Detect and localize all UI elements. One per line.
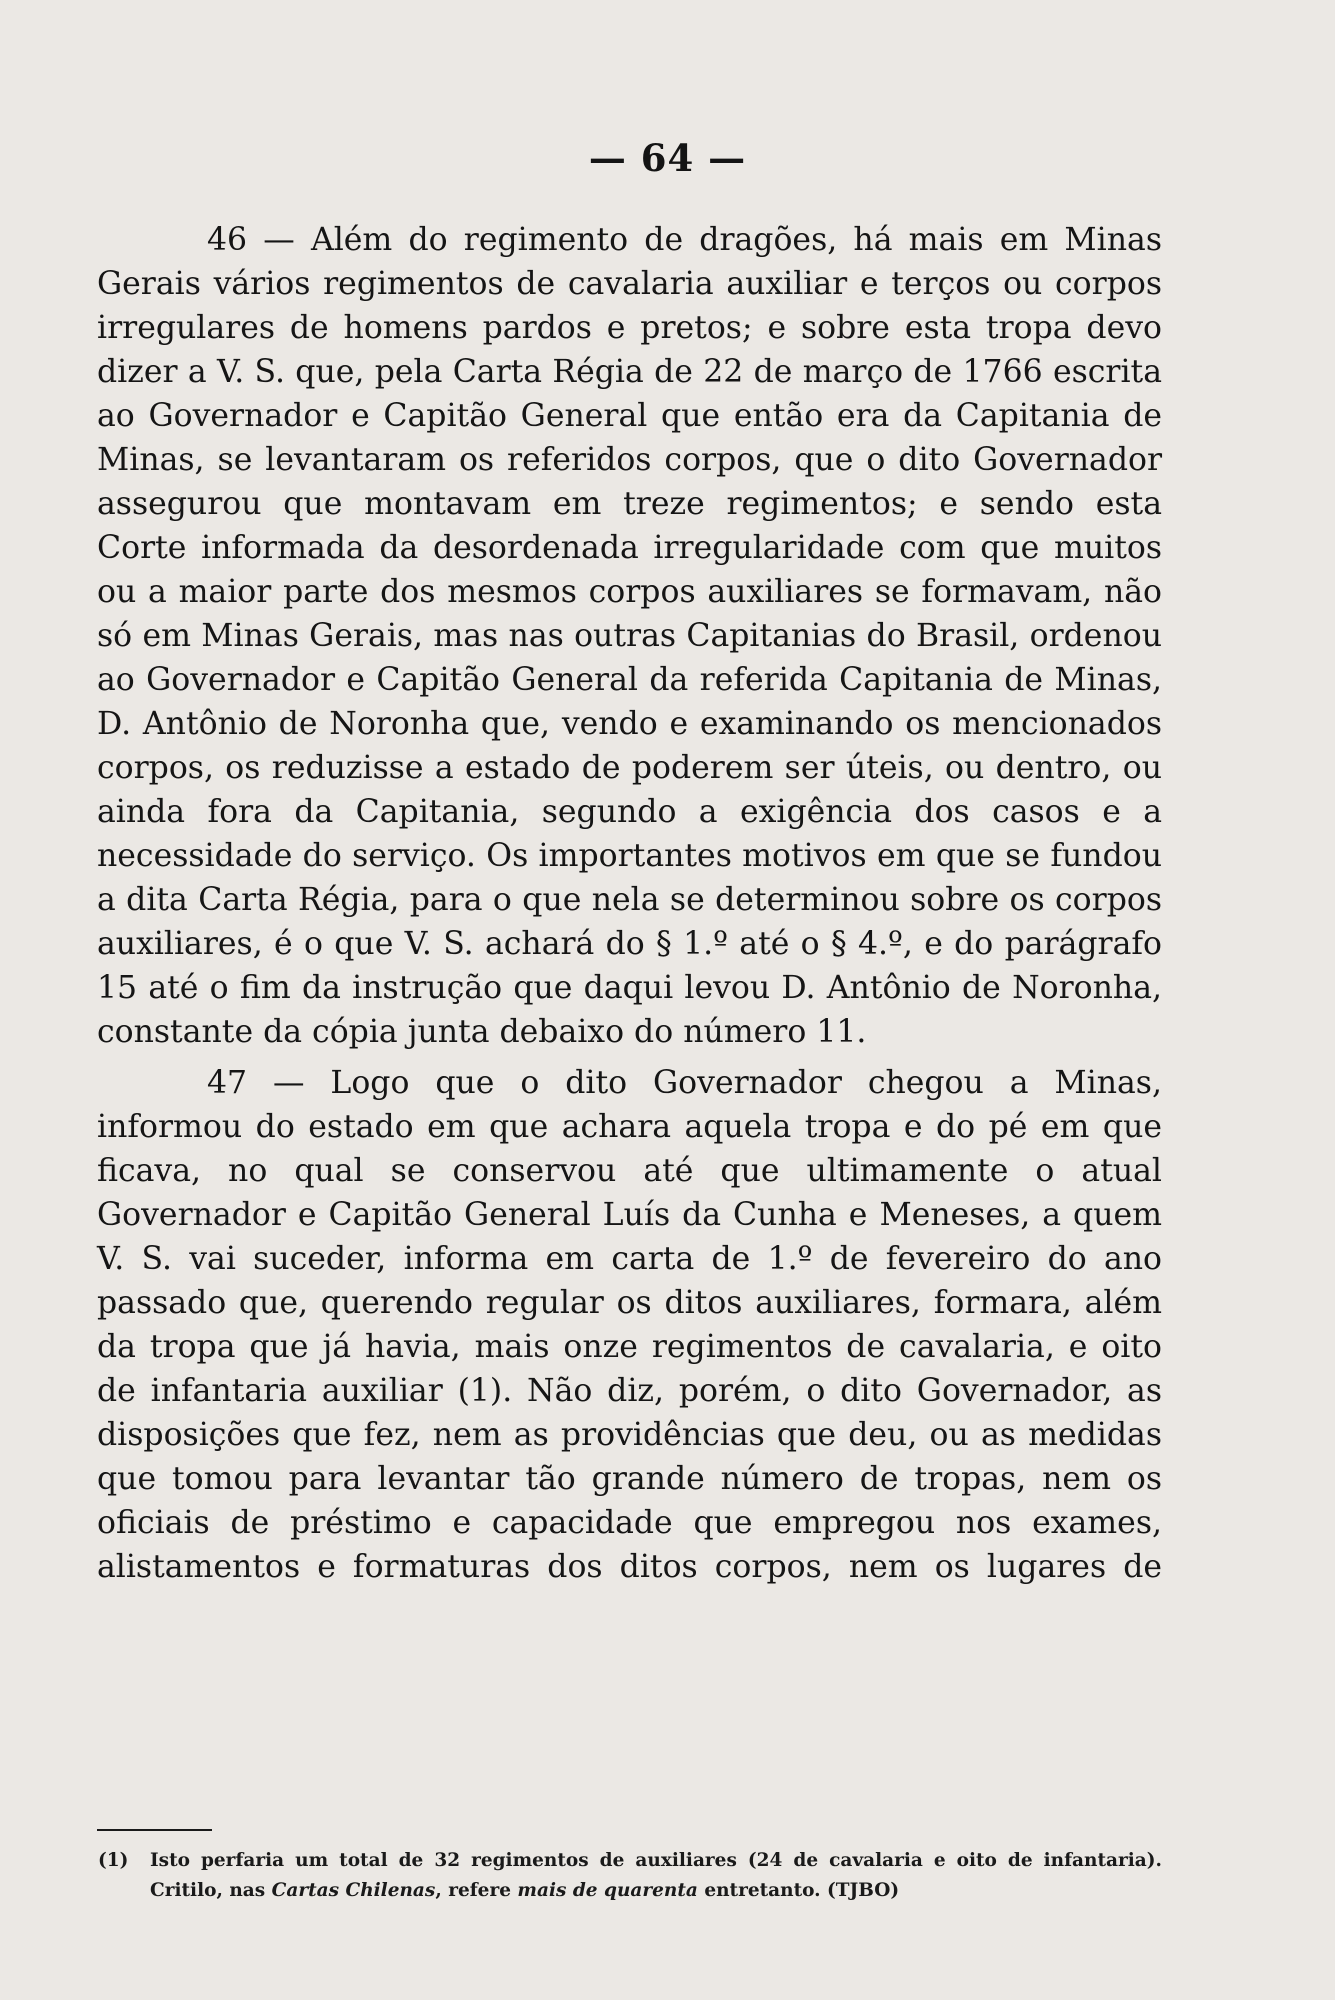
paragraph-46: 46 — Além do regimento de dragões, há mais em Minas Gerais vários regimentos de cavalaria auxiliar e terços ou corpos irregulares de homens pardos e pretos; e sobre esta tropa devo dizer a V. S. que, pela Carta Régia de 22 de março de 1766 escrita ao Governador e Capitão General que então era da Capitania de Minas, se levantaram os referidos corpos, que o dito Governador assegurou que montavam em treze regimentos; e sendo esta Corte informada da desordenada irregularidade com que muitos ou a maior parte dos mesmos corpos auxiliares se formavam, não só em Minas Gerais, mas nas outras Capitanias do Brasil, ordenou ao Governador e Capitão General da referida Capitania de Minas, D. Antônio de Noronha que, vendo e examinando os mencionados corpos, os reduzisse a estado de poderem ser úteis, ou dentro, ou ainda fora da Capitania, segundo a exigência dos casos e a necessidade do serviço. Os importantes motivos em que se fundou a dita Carta Régia, para o que nela se determinou sobre os corpos auxiliares, é o que V. S. achará do § 1.º até o § 4.º, e do parágrafo 15 até o fim da instrução que daqui levou D. Antônio de Noronha, constante da cópia junta debaixo do número 11. [97,222,1162,1050]
footnote-text-after: entretanto. (TJBO) [697,1880,900,1901]
footnote [98,1846,1162,1906]
footnote-text-before: Isto perfaria um total de 32 regimentos de auxiliares (24 de cavalaria e oito de infantaria). Critilo, nas [150,1850,1162,1901]
page-number: — 64 — [588,136,747,180]
body-text [97,218,1162,1589]
footnote-divider [97,1829,212,1831]
footnote-text-middle: , refere [435,1880,518,1901]
footnote-title: Cartas Chilenas [271,1880,436,1901]
paragraph-47: 47 — Logo que o dito Governador chegou a Minas, informou do estado em que achara aquela tropa e do pé em que ficava, no qual se conservou até que ultimamente o atual Governador e Capitão General Luís da Cunha e Meneses, a quem V. S. vai suceder, informa em carta de 1.º de fevereiro do ano passado que, querendo regular os ditos auxiliares, formara, além da tropa que já havia, mais onze regimentos de cavalaria, e oito de infantaria auxiliar (1). Não diz, porém, o dito Governador, as disposições que fez, nem as providências que deu, ou as medidas que tomou para levantar tão grande número de tropas, nem os oficiais de préstimo e capacidade que empregou nos exames, alistamentos e formaturas dos ditos corpos, nem os lugares de [97,1065,1162,1585]
footnote-marker: (1) [98,1850,129,1871]
footnote-emphasis: mais de quarenta [517,1880,698,1901]
